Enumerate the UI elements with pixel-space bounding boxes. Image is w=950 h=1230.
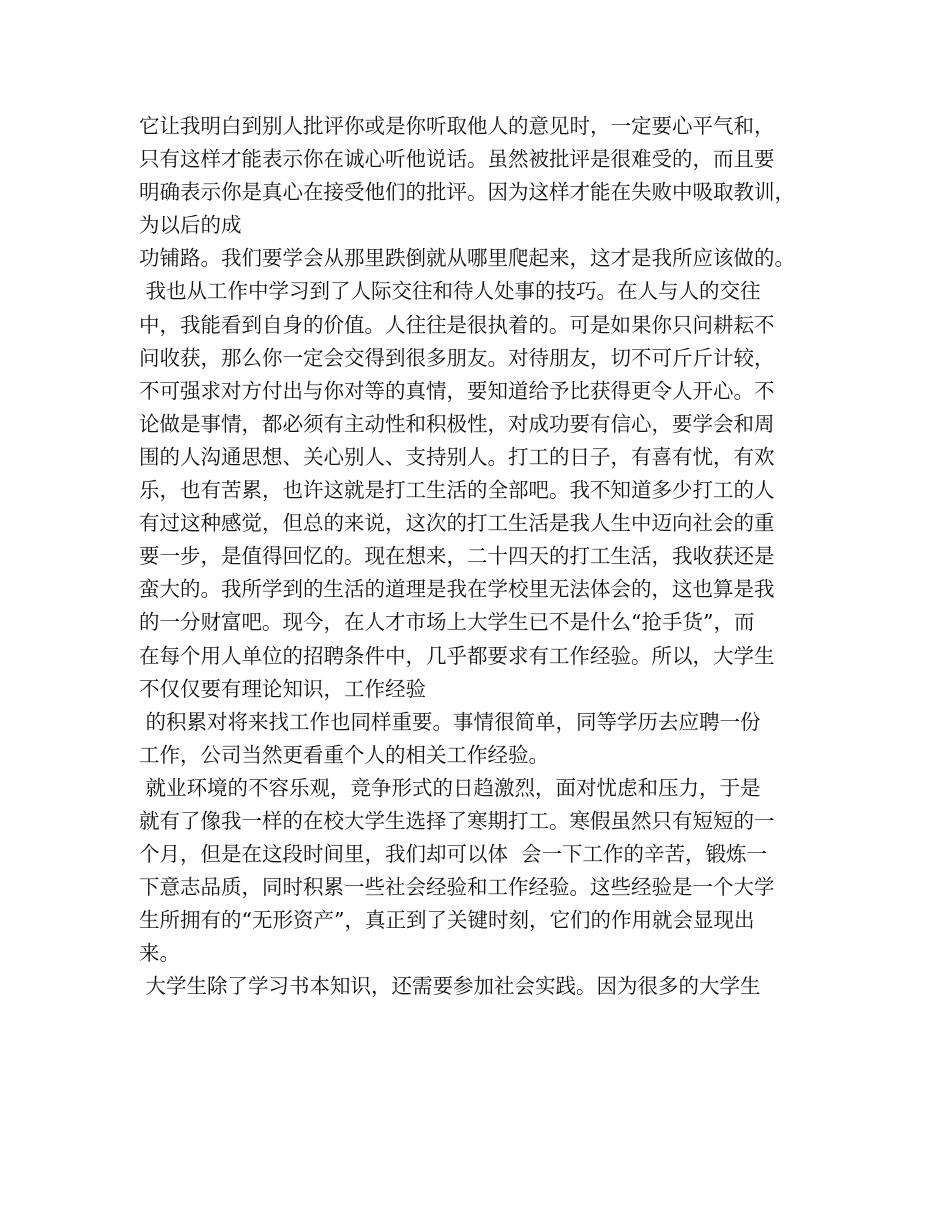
text-line: 的积累对将来找工作也同样重要。事情很简单，同等学历去应聘一份 (139, 709, 761, 734)
text-line: 明确表示你是真心在接受他们的批评。因为这样才能在失败中吸取教训， (139, 180, 795, 205)
text-line: 的一分财富吧。现今，在人才市场上大学生已不是什么“抢手货”，而 (139, 610, 755, 635)
text-line: 论做是事情，都必须有主动性和积极性，对成功要有信心，要学会和周 (139, 411, 775, 436)
text-line: 乐，也有苦累，也许这就是打工生活的全部吧。我不知道多少打工的人 (139, 478, 775, 503)
text-line: 在每个用人单位的招聘条件中，几乎都要求有工作经验。所以，大学生 (139, 643, 775, 668)
text-line: 大学生除了学习书本知识，还需要参加社会实践。因为很多的大学生 (139, 974, 761, 999)
text-line: 我也从工作中学习到了人际交往和待人处事的技巧。在人与人的交往 (139, 279, 761, 304)
text-line: 中，我能看到自身的价值。人往往是很执着的。可是如果你只问耕耘不 (139, 312, 775, 337)
text-line: 来。 (139, 941, 180, 966)
text-line: 蛮大的。我所学到的生活的道理是我在学校里无法体会的，这也算是我 (139, 577, 775, 602)
text-line: 要一步，是值得回忆的。现在想来，二十四天的打工生活，我收获还是 (139, 544, 775, 569)
text-line: 不可强求对方付出与你对等的真情，要知道给予比获得更令人开心。不 (139, 378, 775, 403)
text-line: 个月，但是在这段时间里，我们却可以体 会一下工作的辛苦，锻炼一 (139, 842, 768, 867)
text-line: 围的人沟通思想、关心别人、支持别人。打工的日子，有喜有忧，有欢 (139, 444, 775, 469)
text-line: 就有了像我一样的在校大学生选择了寒期打工。寒假虽然只有短短的一 (139, 808, 775, 833)
text-line: 为以后的成 (139, 213, 242, 238)
text-line: 功铺路。我们要学会从那里跌倒就从哪里爬起来，这才是我所应该做的。 (139, 246, 795, 271)
text-line: 下意志品质，同时积累一些社会经验和工作经验。这些经验是一个大学 (139, 875, 775, 900)
body-text (139, 110, 839, 1004)
text-line: 问收获，那么你一定会交得到很多朋友。对待朋友，切不可斤斤计较， (139, 345, 775, 370)
text-line: 不仅仅要有理论知识，工作经验 (139, 676, 426, 701)
text-line: 有过这种感觉，但总的来说，这次的打工生活是我人生中迈向社会的重 (139, 511, 775, 536)
text-line: 只有这样才能表示你在诚心听他说话。虽然被批评是很难受的，而且要 (139, 147, 775, 172)
text-line: 它让我明白到别人批评你或是你听取他人的意见时，一定要心平气和， (139, 114, 775, 138)
text-line: 生所拥有的“无形资产”，真正到了关键时刻，它们的作用就会显现出 (139, 908, 755, 933)
text-line: 工作，公司当然更看重个人的相关工作经验。 (139, 742, 549, 767)
text-line: 就业环境的不容乐观，竞争形式的日趋激烈，面对忧虑和压力，于是 (139, 775, 761, 800)
